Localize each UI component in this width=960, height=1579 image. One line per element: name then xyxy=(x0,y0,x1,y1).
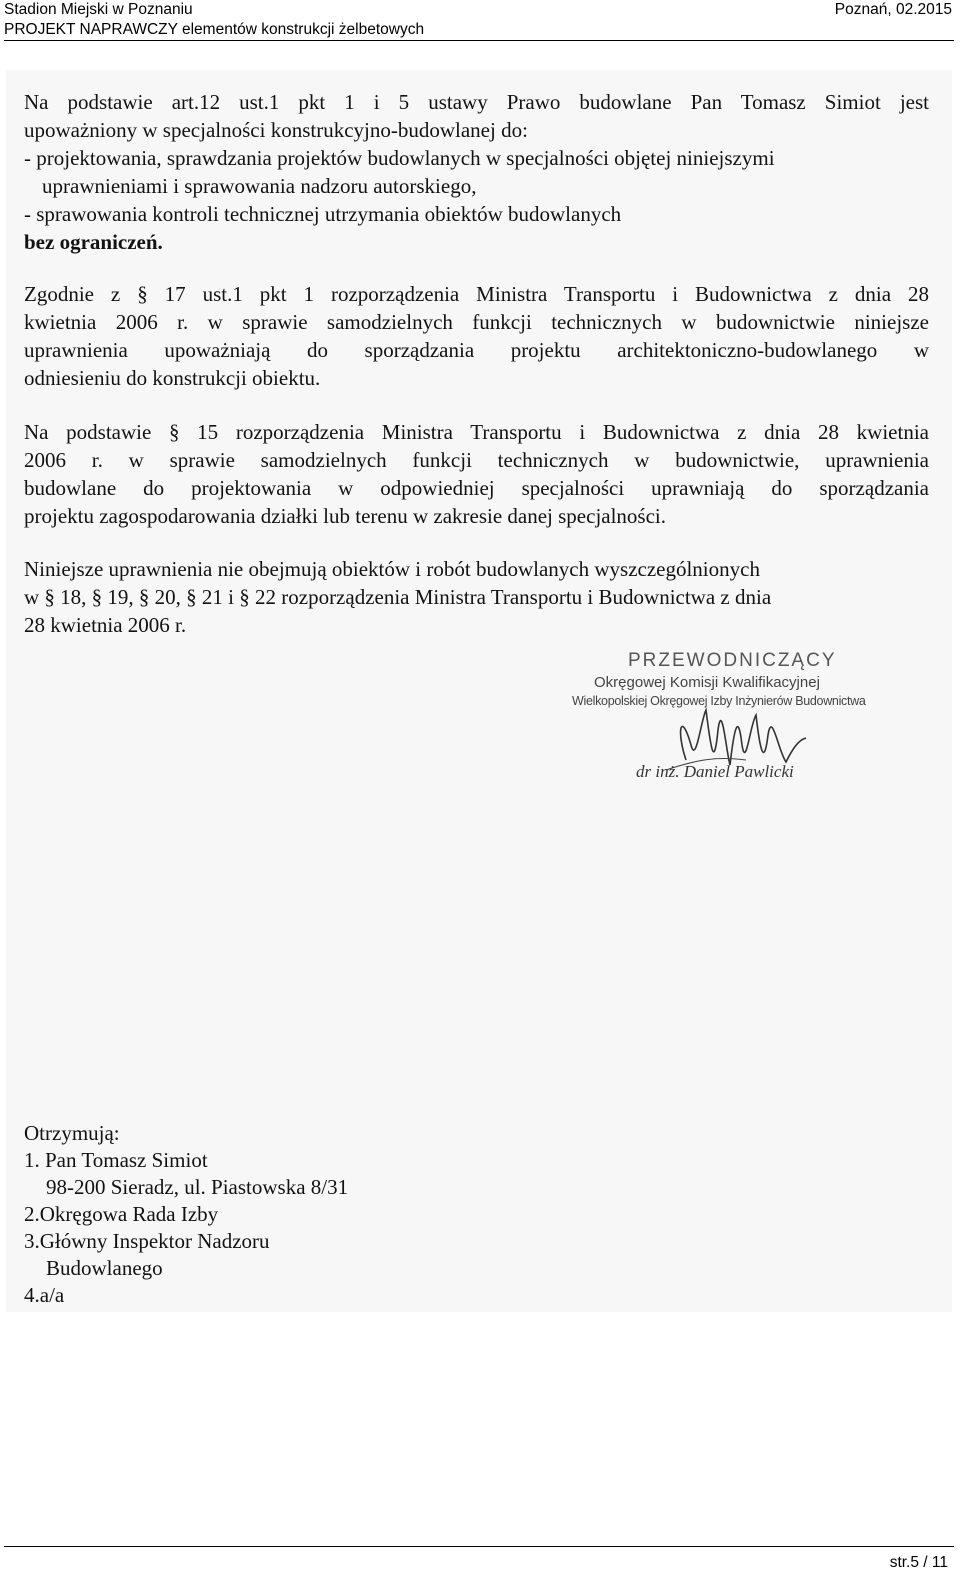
paragraph-exclusions xyxy=(24,555,889,639)
p2-line3: uprawnienia upoważniają do sporządzania projektu architektoniczno-budowlanego w xyxy=(24,338,929,362)
footer-divider xyxy=(4,1546,954,1547)
p4-line3: 28 kwietnia 2006 r. xyxy=(24,613,187,637)
p3-line1: Na podstawie § 15 rozporządzenia Ministra Transportu i Budownictwa z dnia 28 kwietnia xyxy=(24,420,929,444)
paragraph-section-17 xyxy=(24,280,929,392)
p3-line3: budowlane do projektowania w odpowiedniej specjalności uprawniają do sporządzania xyxy=(24,476,929,500)
stamp-commission: Okręgowej Komisji Kwalifikacyjnej xyxy=(594,674,820,691)
recipients-list xyxy=(24,1120,348,1309)
p3-line4: projektu zagospodarowania działki lub terenu w zakresie danej specjalności. xyxy=(24,504,667,528)
recipient-2: 2.Okręgowa Rada Izby xyxy=(24,1202,219,1226)
header-divider xyxy=(4,40,954,41)
p4-line1: Niniejsze uprawnienia nie obejmują obiektów i robót budowlanych wyszczególnionych xyxy=(24,557,760,581)
recipient-1: 1. Pan Tomasz Simiot xyxy=(24,1148,208,1172)
recipient-1-address: 98-200 Sieradz, ul. Piastowska 8/31 xyxy=(46,1175,349,1199)
official-stamp xyxy=(566,650,896,810)
page-header-title xyxy=(4,0,424,40)
p1-line4: uprawnieniami i sprawowania nadzoru autorskiego, xyxy=(42,174,477,198)
scanned-document xyxy=(6,70,952,1312)
p1-line6: bez ograniczeń. xyxy=(24,230,163,254)
p3-line2: 2006 r. w sprawie samodzielnych funkcji technicznych w budownictwie, uprawnienia xyxy=(24,448,929,472)
p4-line2: w § 18, § 19, § 20, § 21 i § 22 rozporządzenia Ministra Transportu i Budownictwa z dnia xyxy=(24,585,772,609)
paragraph-authorization xyxy=(24,88,929,256)
p1-line2: upoważniony w specjalności konstrukcyjno-budowlanej do: xyxy=(24,118,528,142)
header-title-line1: Stadion Miejski w Poznaniu xyxy=(4,1,193,18)
p1-line5: - sprawowania kontroli technicznej utrzymania obiektów budowlanych xyxy=(24,202,622,226)
signatory-name: dr inż. Daniel Pawlicki xyxy=(636,762,794,781)
p1-line1: Na podstawie art.12 ust.1 pkt 1 i 5 ustawy Prawo budowlane Pan Tomasz Simiot jest xyxy=(24,90,929,114)
p2-line2: kwietnia 2006 r. w sprawie samodzielnych funkcji technicznych w budownictwie niniejsze xyxy=(24,310,929,334)
recipient-4: 4.a/a xyxy=(24,1283,65,1307)
p2-line1: Zgodnie z § 17 ust.1 pkt 1 rozporządzenia Ministra Transportu i Budownictwa z dnia 28 xyxy=(24,282,929,306)
p1-line3: - projektowania, sprawdzania projektów budowlanych w specjalności objętej niniejszymi xyxy=(24,146,775,170)
recipient-3: 3.Główny Inspektor Nadzoru xyxy=(24,1229,270,1253)
recipient-3-continued: Budowlanego xyxy=(46,1256,163,1280)
header-place-date: Poznań, 02.2015 xyxy=(834,1,952,18)
page-number: str.5 / 11 xyxy=(889,1554,948,1571)
stamp-title: PRZEWODNICZĄCY xyxy=(628,650,837,671)
p2-line4: odniesieniu do konstrukcji obiektu. xyxy=(24,366,321,390)
header-title-line2: PROJEKT NAPRAWCZY elementów konstrukcji żelbetowych xyxy=(4,21,425,38)
recipients-heading: Otrzymują: xyxy=(24,1121,120,1145)
stamp-chamber: Wielkopolskiej Okręgowej Izby Inżynierów Budownictwa xyxy=(572,694,866,708)
paragraph-section-15 xyxy=(24,418,929,530)
